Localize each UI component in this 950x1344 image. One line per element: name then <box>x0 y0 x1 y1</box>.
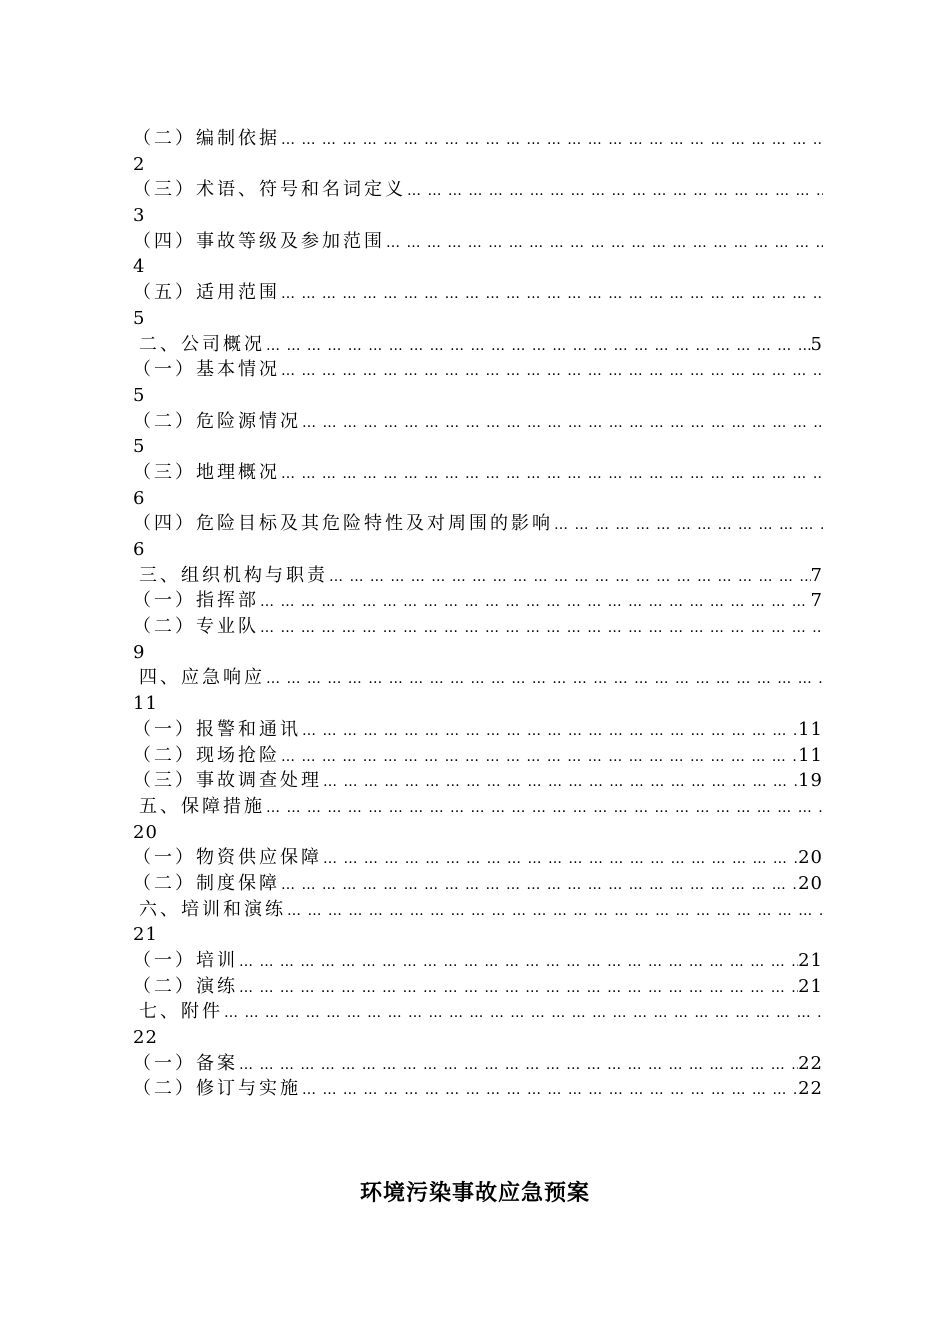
toc-item-title: （一）备案 <box>133 1052 238 1074</box>
toc-item-title: （一）培训 <box>133 950 238 971</box>
toc-item-title: （一）基本情况 <box>133 359 280 381</box>
toc-row <box>133 665 823 691</box>
toc-dot-leader <box>265 796 823 820</box>
toc-item-page: 22 <box>133 1027 158 1049</box>
toc-item-title: （四）危险目标及其危险特性及对周围的影响 <box>133 513 553 535</box>
toc-item[interactable] <box>133 1076 823 1102</box>
toc-row <box>133 845 823 871</box>
toc-item[interactable] <box>133 845 823 871</box>
toc-dot-leader <box>385 231 823 255</box>
toc-item[interactable] <box>133 460 823 511</box>
toc-item[interactable] <box>133 588 823 614</box>
toc-item[interactable] <box>133 743 823 769</box>
toc-dot-leader <box>301 719 798 743</box>
toc-dot-leader <box>265 334 811 358</box>
toc-item[interactable] <box>133 332 823 358</box>
toc-item-page: 21 <box>133 924 158 946</box>
toc-item-title: （二）演练 <box>133 975 238 997</box>
toc-item-page: 5 <box>810 333 823 355</box>
toc-dot-leader <box>406 179 823 203</box>
toc-row <box>133 897 823 923</box>
toc-item-page: 22 <box>798 1078 823 1100</box>
toc-item-title: （五）适用范围 <box>133 282 280 304</box>
toc-row <box>133 1051 823 1077</box>
toc-item[interactable] <box>133 357 823 408</box>
toc-item-page: 11 <box>798 718 823 740</box>
toc-dot-leader <box>265 667 823 691</box>
toc-dot-leader <box>259 590 811 614</box>
toc-item-title: （二）制度保障 <box>133 872 280 894</box>
toc-item-page: 11 <box>133 693 158 715</box>
toc-dot-leader <box>280 462 823 486</box>
toc-dot-leader <box>280 359 823 383</box>
toc-item-page: 20 <box>133 821 158 843</box>
toc-item-title: （二）现场抢险 <box>133 744 280 766</box>
toc-item-page: 20 <box>798 847 823 869</box>
toc-item-page: 11 <box>798 744 823 766</box>
toc-item-title: （二）编制依据 <box>133 128 280 149</box>
toc-dot-leader <box>280 745 798 769</box>
toc-item-title: （三）地理概况 <box>133 461 280 483</box>
toc-item-page: 7 <box>810 590 823 612</box>
toc-dot-leader <box>322 847 798 871</box>
toc-item[interactable] <box>133 126 823 177</box>
toc-row <box>133 588 823 614</box>
toc-dot-leader <box>301 1078 798 1102</box>
toc-item-page: 5 <box>133 307 146 329</box>
toc-item-page: 6 <box>133 487 146 509</box>
toc-dot-leader <box>238 950 798 974</box>
toc-item-title: （一）指挥部 <box>133 590 259 612</box>
toc-dot-leader <box>553 513 823 537</box>
toc-row <box>133 614 823 640</box>
toc-item[interactable] <box>133 948 823 974</box>
toc-item[interactable] <box>133 717 823 743</box>
toc-dot-leader <box>280 873 798 897</box>
toc-item-page: 5 <box>133 436 146 458</box>
toc-row <box>133 460 823 486</box>
toc-dot-leader <box>280 282 823 306</box>
toc-item-title: （一）报警和通讯 <box>133 718 301 740</box>
toc-item-title: （三）事故调查处理 <box>133 770 322 792</box>
toc-dot-leader <box>223 1001 823 1025</box>
toc-row <box>133 177 823 203</box>
toc-row <box>133 229 823 255</box>
toc-item-page: 9 <box>133 641 146 663</box>
toc-item-page: 4 <box>133 256 146 278</box>
toc-item[interactable] <box>133 999 823 1050</box>
toc-item-page: 22 <box>798 1052 823 1074</box>
toc-item-title: （二）危险源情况 <box>133 410 301 432</box>
table-of-contents <box>133 126 823 1102</box>
toc-item-title: （二）专业队 <box>133 616 259 638</box>
toc-row <box>133 974 823 1000</box>
toc-item-title: 三、组织机构与职责 <box>139 564 328 586</box>
toc-row <box>133 999 823 1025</box>
toc-dot-leader <box>238 976 798 1000</box>
toc-item[interactable] <box>133 794 823 845</box>
toc-row <box>133 768 823 794</box>
toc-dot-leader <box>322 770 798 794</box>
toc-item-page: 6 <box>133 539 146 560</box>
toc-row <box>133 717 823 743</box>
toc-item-page: 19 <box>798 770 823 792</box>
toc-dot-leader <box>238 1053 798 1077</box>
toc-dot-leader <box>286 899 823 923</box>
toc-row <box>133 948 823 974</box>
toc-item-page: 21 <box>798 950 823 971</box>
toc-item-page: 21 <box>798 975 823 997</box>
toc-item-title: 七、附件 <box>139 1001 223 1023</box>
toc-item[interactable] <box>133 1051 823 1077</box>
toc-item-title: 四、应急响应 <box>139 667 265 689</box>
toc-item[interactable] <box>133 614 823 665</box>
toc-item-title: 二、公司概况 <box>139 333 265 355</box>
toc-dot-leader <box>280 128 823 152</box>
toc-item-title: 六、培训和演练 <box>139 898 286 920</box>
toc-item-title: （二）修订与实施 <box>133 1078 301 1100</box>
toc-row <box>133 871 823 897</box>
toc-item-title: （三）术语、符号和名词定义 <box>133 179 406 201</box>
toc-row <box>133 280 823 306</box>
document-title: 环境污染事故应急预案 <box>359 1181 590 1206</box>
toc-item-page: 3 <box>133 205 146 227</box>
toc-item-page: 2 <box>133 153 146 175</box>
toc-item[interactable] <box>133 177 823 228</box>
toc-item-page: 5 <box>133 384 146 406</box>
toc-item[interactable] <box>133 563 823 589</box>
toc-row <box>133 332 823 358</box>
toc-dot-leader <box>259 616 823 640</box>
toc-item[interactable] <box>133 229 823 280</box>
toc-dot-leader <box>301 411 823 435</box>
toc-item-title: 五、保障措施 <box>139 795 265 817</box>
toc-row <box>133 794 823 820</box>
toc-row <box>133 563 823 589</box>
toc-row <box>133 511 823 537</box>
toc-item[interactable] <box>133 974 823 1000</box>
toc-row <box>133 126 823 152</box>
toc-row <box>133 1076 823 1102</box>
toc-item[interactable] <box>133 768 823 794</box>
toc-item-page: 7 <box>810 564 823 586</box>
toc-item[interactable] <box>133 280 823 331</box>
toc-item-title: （一）物资供应保障 <box>133 847 322 869</box>
toc-item-title: （四）事故等级及参加范围 <box>133 230 385 252</box>
toc-item[interactable] <box>133 897 823 948</box>
toc-row <box>133 409 823 435</box>
toc-item-page: 20 <box>798 872 823 894</box>
toc-row <box>133 743 823 769</box>
toc-item[interactable] <box>133 871 823 897</box>
toc-item[interactable] <box>133 511 823 562</box>
toc-row <box>133 357 823 383</box>
toc-dot-leader <box>328 565 811 589</box>
toc-item[interactable] <box>133 409 823 460</box>
toc-item[interactable] <box>133 665 823 716</box>
